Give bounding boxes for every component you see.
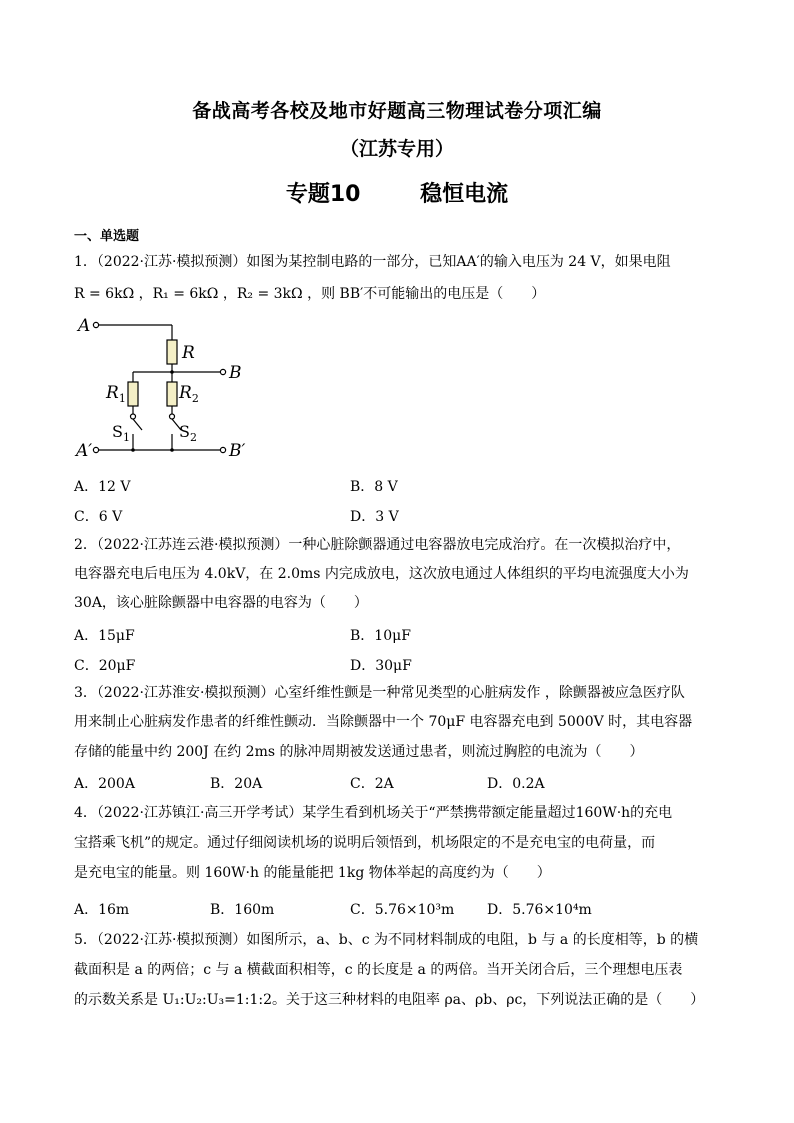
label-B-prime: B′ (229, 441, 246, 461)
q2-option-a[interactable]: A．15μF (74, 628, 135, 644)
q1-stem-line1: 1．（2022·江苏·模拟预测）如图为某控制电路的一部分，已知AA′的输入电压为 24 V，如果电阻 (74, 254, 671, 270)
label-R1: $R_1$ (106, 383, 126, 405)
q3-option-c[interactable]: C．2A (350, 776, 394, 792)
q4-stem-line1: 4．（2022·江苏镇江·高三开学考试）某学生看到机场关于“严禁携带额定能量超过160W·h的充电 (74, 805, 673, 821)
topic-title: 专题10 稳恒电流 (285, 182, 509, 207)
q4-option-c[interactable]: C．5.76×10³m (350, 902, 455, 918)
q4-option-a[interactable]: A．16m (74, 902, 130, 918)
q5-stem-line2: 截面积是 a 的两倍；c 与 a 横截面积相等，c 的长度是 a 的两倍。当开关闭合后，三个理想电压表 (74, 962, 683, 978)
q2-option-d[interactable]: D．30μF (350, 658, 412, 674)
q3-option-b[interactable]: B．20A (210, 776, 263, 792)
q1-option-c[interactable]: C．6 V (74, 509, 123, 525)
q2-option-c[interactable]: C．20μF (74, 658, 136, 674)
label-A: A (78, 316, 91, 336)
label-R2: $R_2$ (179, 383, 199, 405)
q4-stem-line3: 是充电宝的能量。则 160W·h 的能量能把 1kg 物体举起的高度约为（ ） (74, 865, 551, 881)
q3-option-d[interactable]: D．0.2A (487, 776, 545, 792)
document-subtitle: （江苏专用） (339, 138, 454, 160)
q3-option-a[interactable]: A．200A (74, 776, 135, 792)
label-S2: $S_2$ (179, 422, 197, 444)
q1-option-b[interactable]: B．8 V (350, 479, 398, 495)
document-title: 备战高考各校及地市好题高三物理试卷分项汇编 (192, 100, 602, 122)
q2-stem-line2: 电容器充电后电压为 4.0kV，在 2.0ms 内完成放电，这次放电通过人体组织的平均电流强度大小为 (74, 566, 689, 582)
q5-stem-line3: 的示数关系是 U₁:U₂:U₃=1:1:2。关于这三种材料的电阻率 ρa、ρb、ρc，下列说法正确的是（ ） (74, 992, 705, 1008)
q2-stem-line3: 30A，该心脏除颤器中电容器的电容为（ ） (74, 595, 368, 611)
q1-stem-line2: R = 6kΩ ，R₁ = 6kΩ ，R₂ = 3kΩ ，则 BB′不可能输出的电压是（ ） (74, 286, 546, 302)
q3-stem-line2: 用来制止心脏病发作患者的纤维性颤动．当除颤器中一个 70μF 电容器充电到 5000V 时，其电容器 (74, 714, 693, 730)
q1-option-a[interactable]: A．12 V (74, 479, 131, 495)
q2-option-b[interactable]: B．10μF (350, 628, 411, 644)
q3-stem-line3: 存储的能量中约 200J 在约 2ms 的脉冲周期被发送通过患者，则流过胸腔的电流为（ ） (74, 744, 644, 760)
section-heading: 一、单选题 (74, 229, 140, 244)
q1-circuit-diagram (72, 312, 262, 462)
q2-stem-line1: 2．（2022·江苏连云港·模拟预测）一种心脏除颤器通过电容器放电完成治疗。在一次模拟治疗中， (74, 537, 681, 553)
q3-stem-line1: 3．（2022·江苏淮安·模拟预测）心室纤维性颤是一种常见类型的心脏病发作 ，除颤器被应急医疗队 (74, 685, 685, 701)
q4-option-b[interactable]: B．160m (210, 902, 275, 918)
q5-stem-line1: 5．（2022·江苏·模拟预测）如图所示，a、b、c 为不同材料制成的电阻，b 与 a 的长度相等，b 的横 (74, 932, 699, 948)
q4-option-d[interactable]: D．5.76×10⁴m (487, 902, 592, 918)
q1-option-d[interactable]: D．3 V (350, 509, 399, 525)
q4-stem-line2: 宝搭乘飞机”的规定。通过仔细阅读机场的说明后领悟到，机场限定的不是充电宝的电荷量，而 (74, 835, 656, 851)
label-S1: $S_1$ (112, 422, 130, 444)
label-R: R (182, 343, 195, 363)
label-A-prime: A′ (76, 441, 93, 461)
label-B: B (229, 363, 242, 383)
